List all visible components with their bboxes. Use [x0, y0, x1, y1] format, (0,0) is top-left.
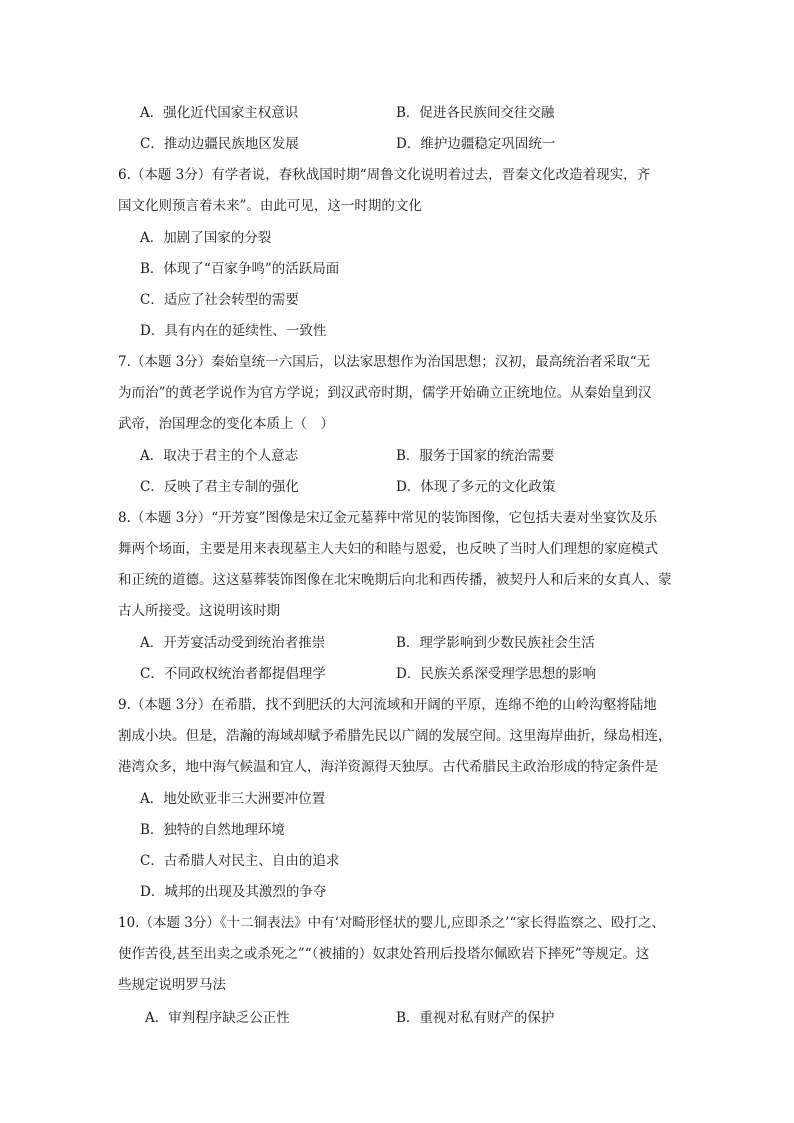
q7-option-d: D．体现了多元的文化政策	[396, 479, 556, 495]
q6-option-c: C．适应了社会转型的需要	[140, 292, 299, 308]
q5-option-c: C．推动边疆民族地区发展	[140, 136, 299, 152]
q6-option-a: A．加剧了国家的分裂	[140, 230, 272, 246]
q9-option-c: C．古希腊人对民主、自由的追求	[140, 853, 340, 869]
q8-option-a: A．开芳宴活动受到统治者推崇	[140, 635, 326, 651]
q8-option-c: C．不同政权统治者都提倡理学	[140, 666, 326, 682]
q7-stem-line-3: 武帝，治国理念的变化本质上（ ）	[118, 416, 334, 432]
q7-option-c: C．反映了君主专制的强化	[140, 479, 299, 495]
q9-option-b: B．独特的自然地理环境	[140, 822, 285, 838]
q6-stem-line-2: 国文化则预言着未来”。由此可见，这一时期的文化	[118, 198, 422, 214]
q9-option-a: A．地处欧亚非三大洲要冲位置	[140, 791, 326, 807]
q9-stem-line-1: 9.（本题 3分）在希腊，找不到肥沃的大河流域和开阔的平原，连绵不绝的山岭沟壑将陆地	[118, 697, 657, 713]
q8-stem-line-4: 古人所接受。这说明该时期	[118, 603, 280, 619]
q5-option-d: D．维护边疆稳定巩固统一	[396, 136, 556, 152]
q7-option-b: B．服务于国家的统治需要	[396, 448, 555, 464]
q8-stem-line-2: 舞两个场面，主要是用来表现墓主人夫妇的和睦与恩爱，也反映了当时人们理想的家庭模式	[118, 541, 658, 557]
q10-stem-line-2: 使作苦役,甚至出卖之或杀死之”“（被捕的）奴隶处笞刑后投塔尔佩欧岩下摔死”等规定。这	[118, 946, 650, 962]
q8-stem-line-1: 8.（本题 3分）“开芳宴”图像是宋辽金元墓葬中常见的装饰图像，它包括夫妻对坐宴饮及乐	[118, 510, 658, 526]
q9-stem-line-3: 港湾众多，地中海气候温和宜人，海洋资源得天独厚。古代希腊民主政治形成的特定条件是	[118, 759, 658, 775]
q5-option-a: A．强化近代国家主权意识	[140, 105, 299, 121]
q8-option-b: B．理学影响到少数民族社会生活	[396, 635, 595, 651]
q9-option-d: D．城邦的出现及其激烈的争夺	[140, 884, 327, 900]
q7-option-a: A．取决于君主的个人意志	[140, 448, 299, 464]
q10-option-b: B．重视对私有财产的保护	[396, 1010, 555, 1026]
q6-stem-line-1: 6.（本题 3分）有学者说，春秋战国时期“周鲁文化说明着过去，晋秦文化改造着现实，齐	[118, 167, 651, 183]
q7-stem-line-1: 7.（本题 3分）秦始皇统一六国后，以法家思想作为治国思想；汉初，最高统治者采取“无	[118, 354, 651, 370]
q6-option-d: D．具有内在的延续性、一致性	[140, 323, 327, 339]
q10-option-a: A．审判程序缺乏公正性	[145, 1010, 290, 1026]
q6-option-b: B．体现了“百家争鸣”的活跃局面	[140, 261, 340, 277]
q10-stem-line-1: 10.（本题 3分）《十二铜表法》中有‘对畸形怪状的婴儿,应即杀之’“家长得监察之、殴打之、	[118, 915, 665, 931]
q8-stem-line-3: 和正统的道德。这这墓葬装饰图像在北宋晚期后向北和西传播，被契丹人和后来的女真人、蒙	[118, 572, 672, 588]
q7-stem-line-2: 为而治”的黄老学说作为官方学说；到汉武帝时期，儒学开始确立正统地位。从秦始皇到汉	[118, 385, 652, 401]
q5-option-b: B．促进各民族间交往交融	[396, 105, 555, 121]
q8-option-d: D．民族关系深受理学思想的影响	[396, 666, 596, 682]
q9-stem-line-2: 割成小块。但是，浩瀚的海域却赋予希腊先民以广阔的发展空间。这里海岸曲折，绿岛相连，	[118, 728, 672, 744]
q10-stem-line-3: 些规定说明罗马法	[118, 977, 226, 993]
